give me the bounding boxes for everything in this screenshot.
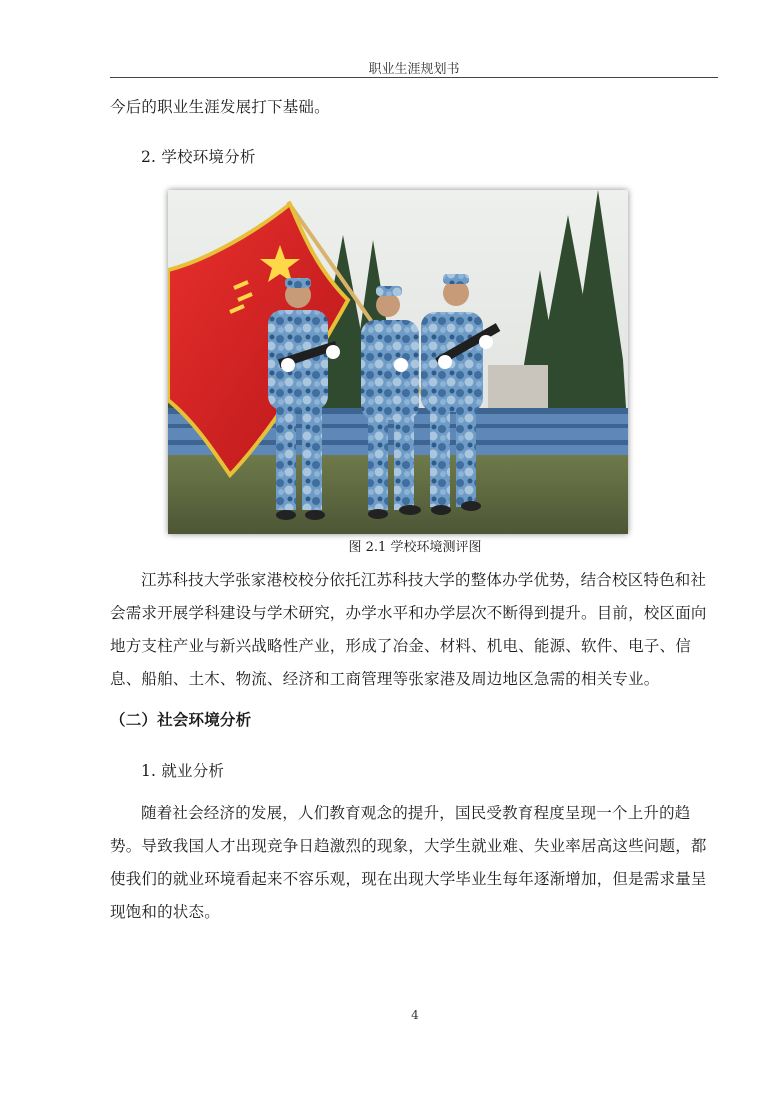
flag-guard-photo [168, 190, 628, 534]
running-header: 职业生涯规划书 [368, 62, 460, 77]
header-rule [110, 77, 718, 78]
section-heading-social: （二）社会环境分析 [110, 710, 252, 729]
subheading-school-environment: 2. 学校环境分析 [141, 148, 256, 166]
paragraph-employment: 随着社会经济的发展，人们教育观念的提升，国民受教育程度呈现一个上升的趋势。导致我国人才出现竞争日趋激烈的现象，大学生就业难、失业率居高这些问题，都使我们的就业环境看起来不容乐观，现在出现大学毕业生每年逐渐增加，但是需求量呈现饱和的状态。 [110, 804, 707, 921]
figure-photo [168, 190, 628, 534]
subheading-employment: 1. 就业分析 [141, 762, 225, 780]
continuation-text: 今后的职业生涯发展打下基础。 [110, 98, 330, 116]
page-number: 4 [411, 1008, 419, 1022]
figure-caption: 图 2.1 学校环境测评图 [348, 540, 482, 555]
paragraph-school: 江苏科技大学张家港校校分依托江苏科技大学的整体办学优势，结合校区特色和社会需求开展学科建设与学术研究，办学水平和办学层次不断得到提升。目前，校区面向地方支柱产业与新兴战略性产业，形成了冶金、材料、机电、能源、软件、电子、信息、船舶、土木、物流、经济和工商管理等张家港及周边地区急需的相关专业。 [110, 571, 707, 688]
